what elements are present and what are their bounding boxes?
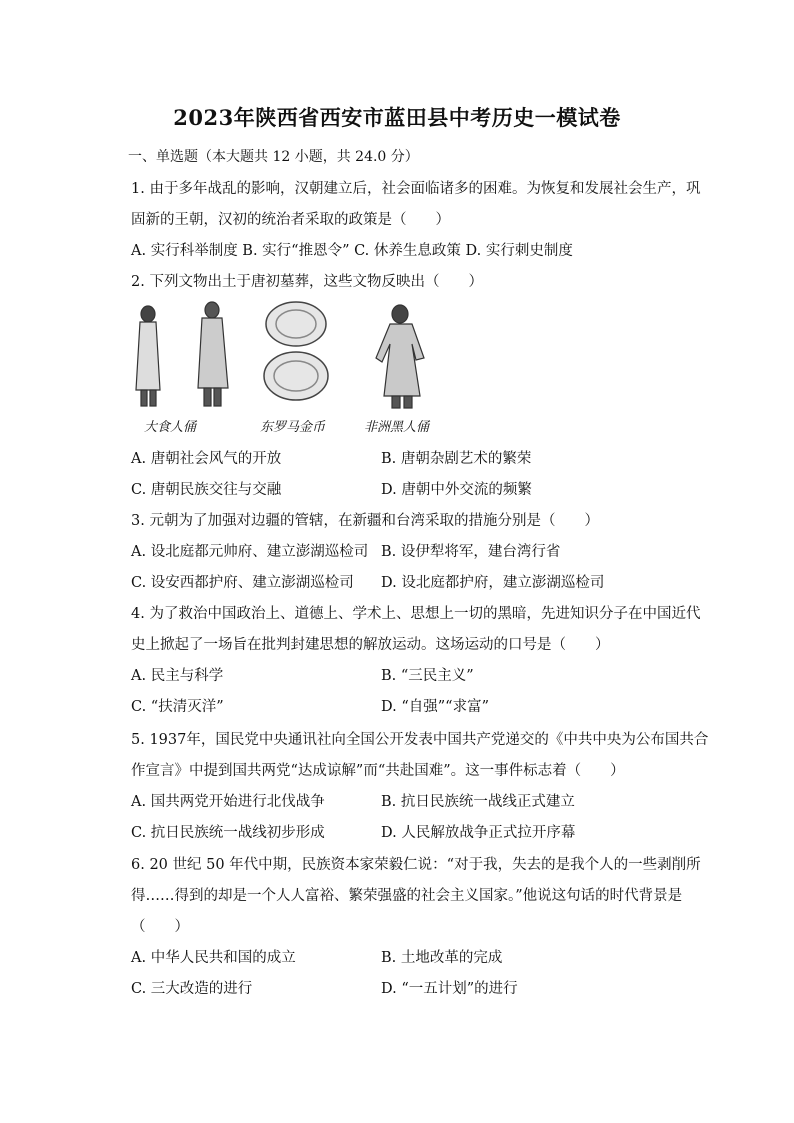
q5-option-d: D. 人民解放战争正式拉开序幕 [381,825,576,841]
q5-stem-line1: 5. 1937年，国民党中央通讯社向全国公开发表中国共产党递交的《中共中央为公布国共合 [131,732,709,748]
caption-african-figurine: 非洲黑人俑 [364,420,430,435]
dashi-figurines-image [136,302,228,406]
q5-option-b: B. 抗日民族统一战线正式建立 [381,794,575,810]
q6-option-d: D. “一五计划”的进行 [381,981,518,997]
q1-stem-line1: 1. 由于多年战乱的影响，汉朝建立后，社会面临诸多的困难。为恢复和发展社会生产，巩 [131,181,701,197]
q2-option-d: D. 唐朝中外交流的频繁 [381,482,532,498]
q2-option-c: C. 唐朝民族交往与交融 [131,482,282,498]
q6-stem-line3: （ ） [131,919,189,935]
q6-option-a: A. 中华人民共和国的成立 [131,950,296,966]
q6-stem-line2: 得……得到的却是一个人人富裕、繁荣强盛的社会主义国家。”他说这句话的时代背景是 [131,888,683,904]
q3-option-a: A. 设北庭都元帅府、建立澎湖巡检司 [131,544,369,560]
african-figurine-image [376,305,424,408]
q2-artifact-figures [128,300,458,440]
q2-option-b: B. 唐朝杂剧艺术的繁荣 [381,451,532,467]
q4-option-c: C. “扶清灭洋” [131,699,224,715]
q3-stem: 3. 元朝为了加强对边疆的管辖，在新疆和台湾采取的措施分别是（ ） [131,513,599,529]
q4-option-d: D. “自强”“求富” [381,699,489,715]
q5-option-c: C. 抗日民族统一战线初步形成 [131,825,325,841]
q3-option-d: D. 设北庭都护府，建立澎湖巡检司 [381,575,605,591]
q6-option-c: C. 三大改造的进行 [131,981,253,997]
q4-option-a: A. 民主与科学 [131,668,224,684]
q5-option-a: A. 国共两党开始进行北伐战争 [131,794,325,810]
q1-options: A. 实行科举制度 B. 实行“推恩令” C. 休养生息政策 D. 实行刺史制度 [131,243,573,259]
q6-stem-line1: 6. 20 世纪 50 年代中期，民族资本家荣毅仁说：“对于我，失去的是我个人的一些剥削所 [131,857,701,873]
q4-stem-line1: 4. 为了救治中国政治上、道德上、学术上、思想上一切的黑暗，先进知识分子在中国近代 [131,606,701,622]
q1-stem-line2: 固新的王朝，汉初的统治者采取的政策是（ ） [131,212,450,228]
q4-option-b: B. “三民主义” [381,668,474,684]
section-heading: 一、单选题（本大题共 12 小题，共 24.0 分） [128,149,419,165]
gold-coins-image [264,302,328,400]
caption-dashi-figurine: 大食人俑 [144,420,197,435]
q4-stem-line2: 史上掀起了一场旨在批判封建思想的解放运动。这场运动的口号是（ ） [131,637,610,653]
q5-stem-line2: 作宣言》中提到国共两党“达成谅解”而“共赴国难”。这一事件标志着（ ） [131,763,625,779]
q6-option-b: B. 土地改革的完成 [381,950,503,966]
caption-roman-gold-coin: 东罗马金币 [260,420,326,435]
q3-option-c: C. 设安西都护府、建立澎湖巡检司 [131,575,354,591]
q2-stem: 2. 下列文物出土于唐初墓葬，这些文物反映出（ ） [131,274,483,290]
artifact-illustration [128,300,458,415]
q3-option-b: B. 设伊犁将军，建台湾行省 [381,544,561,560]
exam-title: 2023年陕西省西安市蓝田县中考历史一模试卷 [173,105,621,130]
q2-option-a: A. 唐朝社会风气的开放 [131,451,282,467]
